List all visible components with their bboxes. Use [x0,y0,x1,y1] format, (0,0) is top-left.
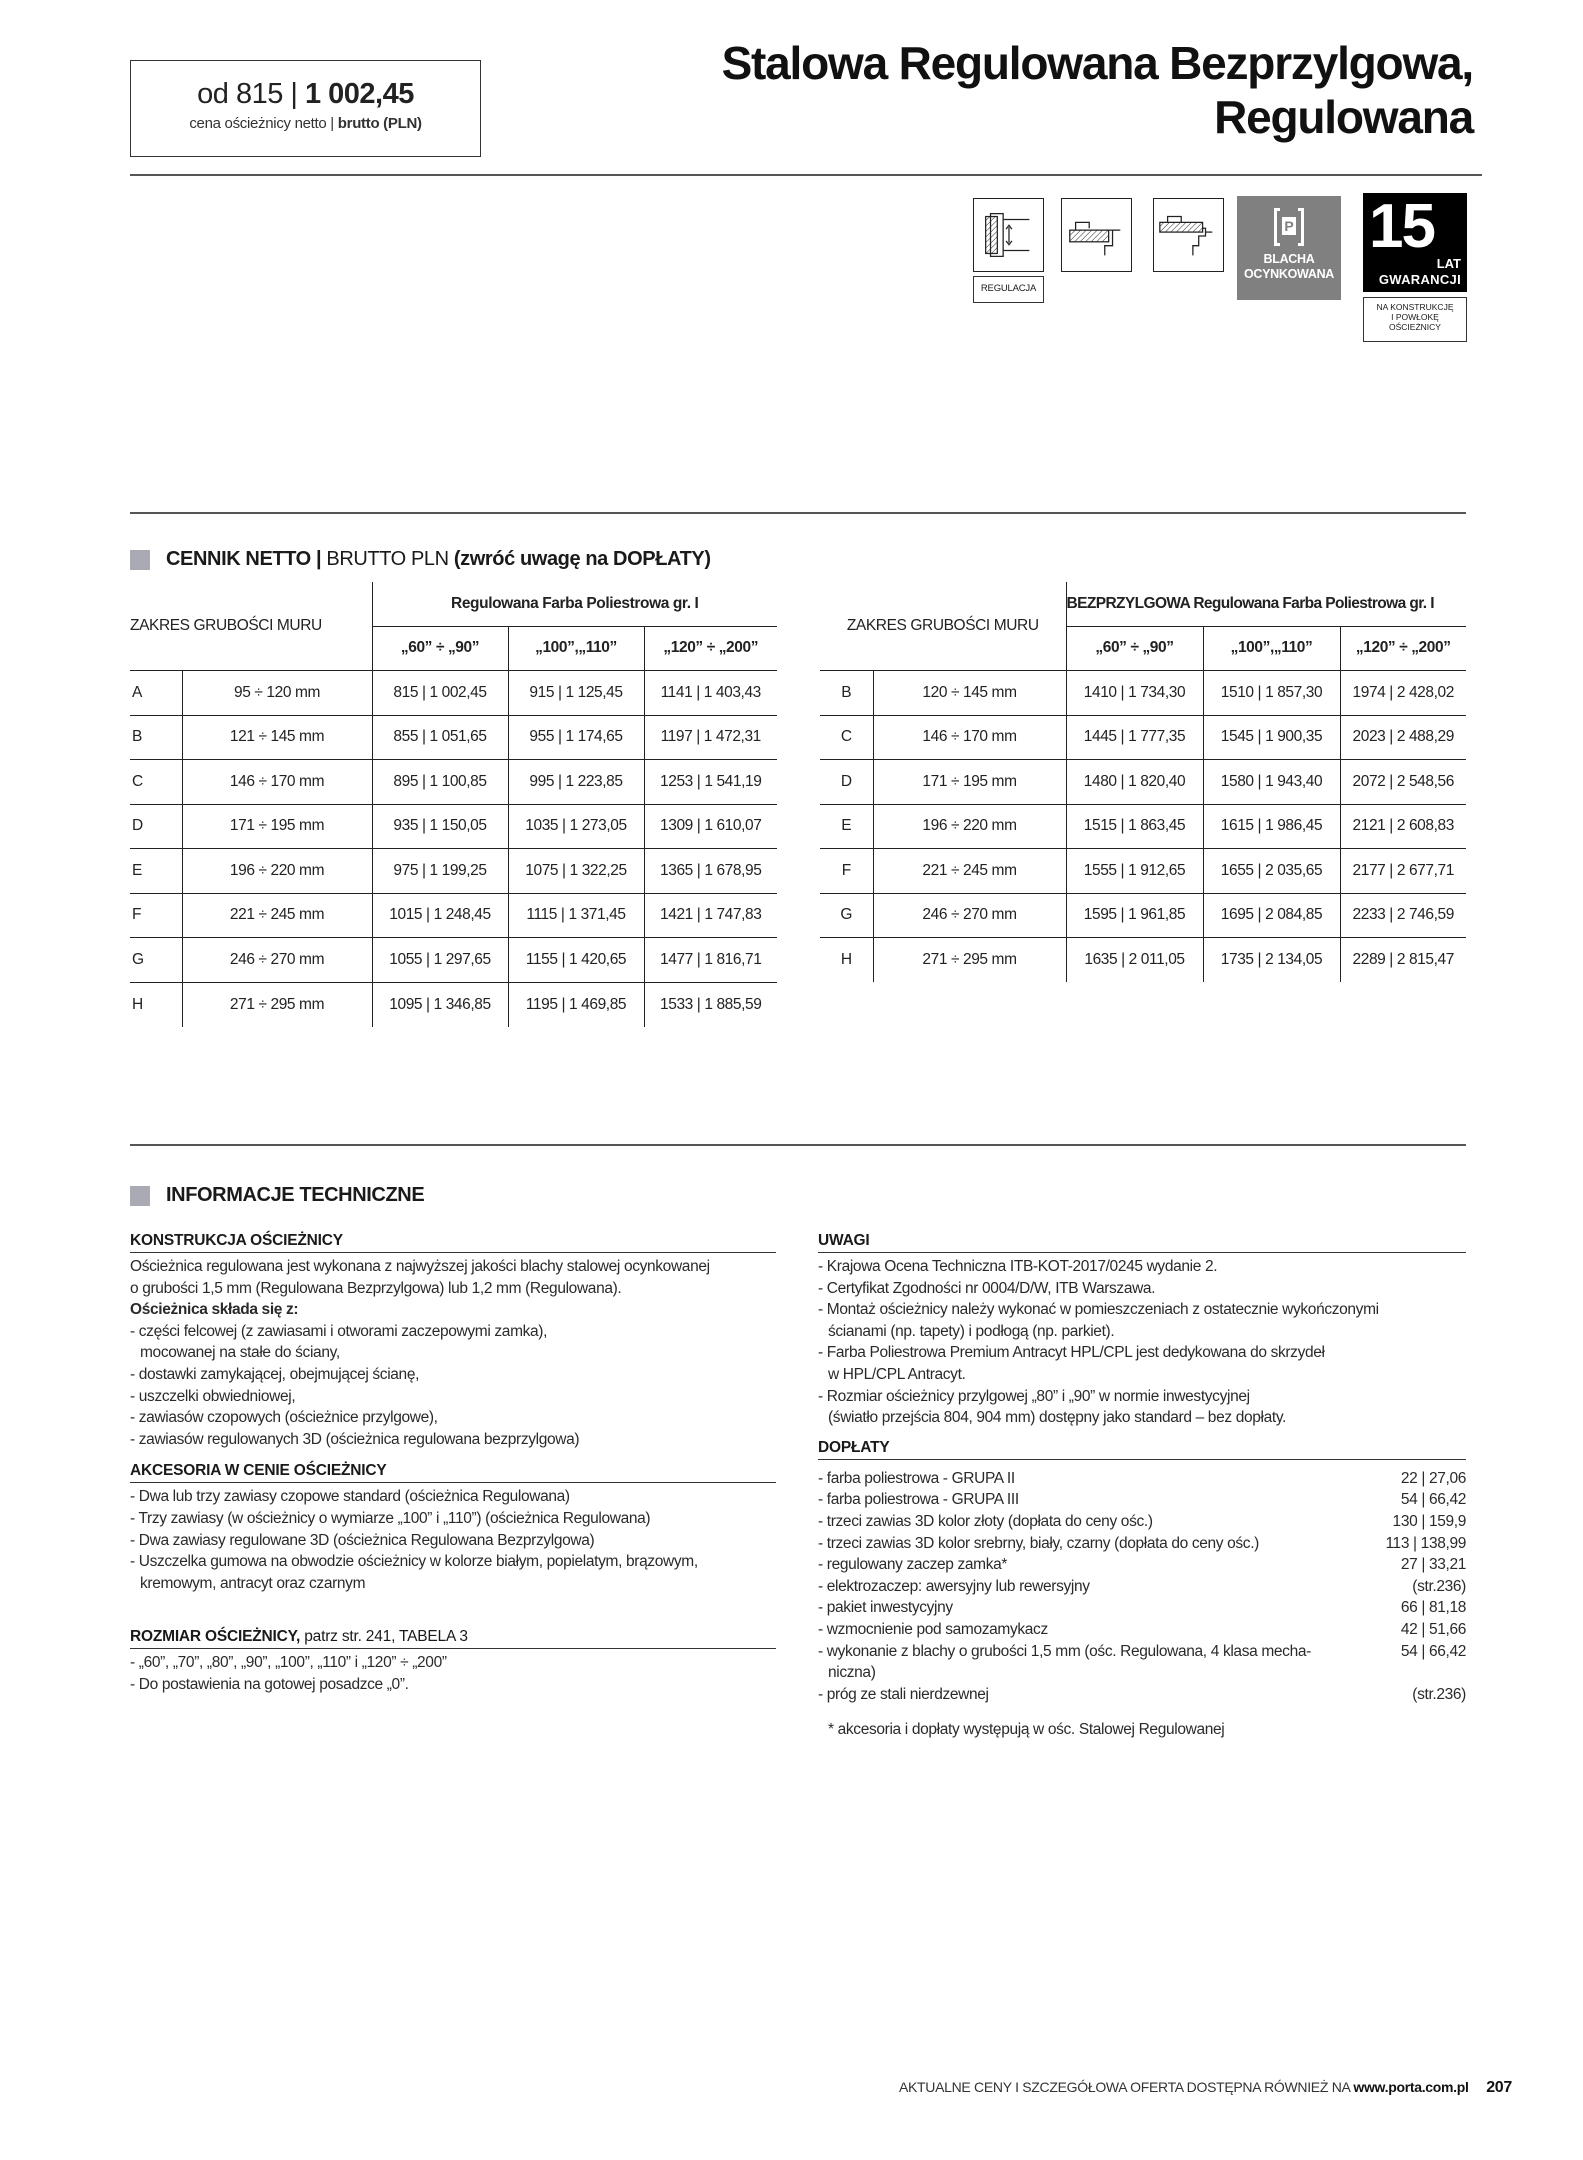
price-cell: 2023 | 2 488,29 [1340,715,1466,760]
price-cell: 1477 | 1 816,71 [644,938,777,983]
note-item: - Krajowa Ocena Techniczna ITB-KOT-2017/0245 wydanie 2. [818,1258,1218,1275]
warranty-label: GWARANCJI [1378,272,1461,287]
pricelist-title-bold: CENNIK NETTO | [166,548,322,570]
row-code: D [132,817,143,835]
pricelist-title-light: BRUTTO PLN [326,548,449,570]
price-brutto: 1 002,45 [304,78,414,110]
surcharge-label-text: - trzeci zawias 3D kolor złoty (dopłata do ceny ośc.) [818,1512,1153,1530]
pricelist-divider [130,512,1466,514]
group-header: Regulowana Farba Poliestrowa gr. I [372,582,777,626]
price-cell: 815 | 1 002,45 [372,671,508,716]
surcharge-label [818,1468,1015,1490]
surcharge-item [818,1554,1466,1576]
column-header: „60” ÷ „90” [372,626,508,671]
price-cell: 2177 | 2 677,71 [1340,849,1466,894]
row-range: 171 ÷ 195 mm [182,804,372,849]
range-header: ZAKRES GRUBOŚCI MURU [130,582,372,671]
price-cell: 1195 | 1 469,85 [508,982,644,1027]
column-header: „120” ÷ „200” [1340,626,1466,671]
price-cell: 1421 | 1 747,83 [644,893,777,938]
row-code: C [132,772,143,790]
construction-item: - zawiasów czopowych (ościeżnice przylgowe), [130,1409,438,1427]
row-range: 146 ÷ 170 mm [182,760,372,805]
size-item: - Do postawienia na gotowej posadzce „0”. [130,1675,409,1693]
price-caption-netto: cena ościeżnicy netto | [189,115,334,132]
price-cell: 1141 | 1 403,43 [644,671,777,716]
table-row [130,893,777,938]
consists-label: Ościeżnica składa się z: [130,1301,299,1319]
price-cell: 1533 | 1 885,59 [644,982,777,1027]
column-header: „120” ÷ „200” [644,626,777,671]
surcharge-value: 54 | 66,42 [1400,1491,1466,1509]
row-range: 120 ÷ 145 mm [873,671,1066,716]
page-title [722,36,1473,144]
warranty-note-line-3: OŚCIEŻNICY [1389,322,1441,332]
price-netto: od 815 | [197,78,298,110]
section-square-icon [130,550,150,570]
note-item: - Certyfikat Zgodności nr 0004/D/W, ITB Warszawa. [818,1279,1156,1297]
surcharge-item [818,1489,1466,1511]
price-cell: 1197 | 1 472,31 [644,715,777,760]
surcharge-label-text: - elektrozaczep: awersyjny lub rewersyjny [818,1577,1090,1595]
surcharge-label [818,1554,1007,1576]
row-code: F [132,906,142,924]
construction-intro-1: Ościeżnica regulowana jest wykonana z najwyższej jakości blachy stalowej ocynkowanej [130,1258,710,1275]
surcharge-value: (str.236) [1412,1685,1466,1703]
table-row [820,671,1466,716]
surcharge-label [818,1641,1311,1684]
surcharge-label [818,1684,989,1706]
price-cell: 1735 | 2 134,05 [1203,938,1340,983]
construction-item: mocowanej na stałe do ściany, [140,1344,340,1362]
pricelist-title-note: (zwróć uwagę na DOPŁATY) [453,548,711,570]
range-header: ZAKRES GRUBOŚCI MURU [820,582,1066,671]
construction-item: - dostawki zamykającej, obejmującej ścianę, [130,1365,420,1383]
surcharge-item [818,1597,1466,1619]
surcharge-value: 66 | 81,18 [1400,1599,1466,1617]
starting-price-box [130,60,481,157]
price-cell: 1035 | 1 273,05 [508,804,644,849]
note-item: (światło przejścia 804, 904 mm) dostępny jako standard – bez dopłaty. [828,1409,1287,1427]
price-cell: 895 | 1 100,85 [372,760,508,805]
size-heading-bold: ROZMIAR OŚCIEŻNICY, [130,1628,301,1646]
price-cell: 995 | 1 223,85 [508,760,644,805]
surcharge-item [818,1576,1466,1598]
row-range: 246 ÷ 270 mm [182,938,372,983]
row-range: 271 ÷ 295 mm [182,982,372,1027]
surcharges-footnote: * akcesoria i dopłaty występują w ośc. Stalowej Regulowanej [828,1721,1225,1739]
warranty-note-line-1: NA KONSTRUKCJĘ [1376,302,1454,312]
row-range: 221 ÷ 245 mm [873,849,1066,894]
price-cell: 915 | 1 125,45 [508,671,644,716]
row-range: 271 ÷ 295 mm [873,938,1066,983]
price-cell: 1595 | 1 961,85 [1066,893,1203,938]
price-cell: 1635 | 2 011,05 [1066,938,1203,983]
price-cell: 1075 | 1 322,25 [508,849,644,894]
surcharge-value: 54 | 66,42 [1400,1642,1466,1660]
table-row [130,760,777,805]
footer-text: AKTUALNE CENY I SZCZEGÓŁOWA OFERTA DOSTĘPNA RÓWNIEŻ NA [898,2079,1350,2095]
warranty-note [1363,297,1467,342]
table-row [130,849,777,894]
table-row [820,804,1466,849]
row-range: 95 ÷ 120 mm [182,671,372,716]
warranty-badge [1363,193,1467,292]
price-caption [131,115,480,132]
surcharge-label [818,1619,1048,1641]
size-heading-ref: patrz str. 241, TABELA 3 [304,1628,468,1646]
surcharge-label-text: - farba poliestrowa - GRUPA III [818,1491,1019,1509]
price-cell: 955 | 1 174,65 [508,715,644,760]
price-cell: 2233 | 2 746,59 [1340,893,1466,938]
price-table-regulowana [130,582,777,1027]
accessories-heading: AKCESORIA W CENIE OŚCIEŻNICY [130,1462,776,1483]
table-row [820,760,1466,805]
row-code: G [840,906,853,924]
row-code: D [840,772,852,790]
row-code: G [132,950,144,968]
row-code: E [132,861,142,879]
surcharge-label-text: - pakiet inwestycyjny [818,1599,953,1617]
notes-list [818,1256,1466,1429]
surcharge-label [818,1576,1090,1598]
starting-price [131,78,480,111]
galvanized-line-1: BLACHA [1263,252,1315,266]
table-row [820,938,1466,983]
regulation-icon [973,198,1044,272]
row-range: 221 ÷ 245 mm [182,893,372,938]
price-cell: 1115 | 1 371,45 [508,893,644,938]
price-cell: 1055 | 1 297,65 [372,938,508,983]
price-cell: 975 | 1 199,25 [372,849,508,894]
table-row [130,804,777,849]
footer-link[interactable]: www.porta.com.pl [1353,2079,1469,2095]
row-range: 146 ÷ 170 mm [873,715,1066,760]
price-table-bezprzylgowa [820,582,1466,982]
row-code: A [132,683,142,701]
header-divider [130,174,1482,176]
table-row [130,982,777,1027]
surcharge-value: (str.236) [1412,1577,1466,1595]
notes-heading: UWAGI [818,1232,1466,1253]
section-square-icon [130,1186,150,1206]
accessory-item: - Trzy zawiasy (w ościeżnicy o wymiarze „100” i „110”) (ościeżnica Regulowana) [130,1509,651,1527]
price-cell: 2289 | 2 815,47 [1340,938,1466,983]
price-cell: 1309 | 1 610,07 [644,804,777,849]
price-cell: 2072 | 2 548,56 [1340,760,1466,805]
price-cell: 1695 | 2 084,85 [1203,893,1340,938]
price-cell: 1555 | 1 912,65 [1066,849,1203,894]
tech-right-column [818,1232,1466,1741]
price-cell: 1095 | 1 346,85 [372,982,508,1027]
group-header: BEZPRZYLGOWA Regulowana Farba Poliestrowa gr. I [1066,582,1466,626]
accessory-item: - Uszczelka gumowa na obwodzie ościeżnicy w kolorze białym, popielatym, brązowym, [130,1553,698,1571]
row-range: 171 ÷ 195 mm [873,760,1066,805]
surcharge-value: 130 | 159,9 [1392,1512,1466,1530]
warranty-lat: LAT [1436,256,1461,271]
surcharge-label [818,1511,1153,1533]
row-code: H [840,951,852,968]
size-item: - „60”, „70”, „80”, „90”, „100”, „110” i „120” ÷ „200” [130,1654,447,1672]
surcharge-label-text: - wykonanie z blachy o grubości 1,5 mm (ośc. Regulowana, 4 klasa mecha- [818,1642,1311,1660]
galvanized-line-2: OCYNKOWANA [1243,267,1335,281]
accessory-item: - Dwa lub trzy zawiasy czopowe standard (ościeżnica Regulowana) [130,1488,570,1506]
tech-title: INFORMACJE TECHNICZNE [166,1184,425,1206]
price-caption-brutto: brutto (PLN) [337,115,422,132]
row-code: H [132,995,143,1013]
row-code: C [840,728,852,746]
surcharge-item [818,1619,1466,1641]
tech-divider [130,1144,1466,1146]
price-cell: 1655 | 2 035,65 [1203,849,1340,894]
surcharge-label-text: - próg ze stali nierdzewnej [818,1685,989,1703]
accessory-item: kremowym, antracyt oraz czarnym [140,1574,366,1592]
price-cell: 1580 | 1 943,40 [1203,760,1340,805]
page-number: 207 [1486,2079,1512,2096]
surcharge-value: 42 | 51,66 [1400,1620,1466,1638]
price-cell: 2121 | 2 608,83 [1340,804,1466,849]
surcharge-item [818,1533,1466,1555]
surcharge-value: 22 | 27,06 [1400,1469,1466,1487]
warranty-note-line-2: I POWŁOKĘ [1391,312,1439,322]
tech-left-column [130,1232,776,1696]
note-item: w HPL/CPL Antracyt. [828,1365,966,1383]
galvanized-sheet-badge [1237,196,1341,300]
row-code: F [841,861,851,879]
row-code: B [841,683,852,701]
surcharge-label [818,1489,1019,1511]
galvanized-sheet-icon: P [1274,208,1304,246]
rebated-frame-icon [1061,198,1132,272]
surcharge-label-continued: niczna) [828,1664,876,1682]
table-row [130,938,777,983]
surcharge-item [818,1684,1466,1706]
price-cell: 1365 | 1 678,95 [644,849,777,894]
flush-frame-icon [1153,198,1224,272]
surcharge-label-text: - wzmocnienie pod samozamykacz [818,1620,1048,1638]
page-title-line-2: Regulowana [1214,91,1473,143]
price-cell: 1545 | 1 900,35 [1203,715,1340,760]
table-row [130,715,777,760]
accessory-item: - Dwa zawiasy regulowane 3D (ościeżnica Regulowana Bezprzylgowa) [130,1531,595,1549]
warranty-years: 15 [1369,192,1434,261]
surcharges-heading: DOPŁATY [818,1439,1466,1460]
note-item: - Rozmiar ościeżnicy przylgowej „80” i „90” w normie inwestycyjnej [818,1387,1250,1405]
surcharge-item [818,1511,1466,1533]
column-header: „100”,„110” [508,626,644,671]
surcharge-item [818,1468,1466,1490]
surcharges-list [818,1468,1466,1706]
construction-item: - uszczelki obwiedniowej, [130,1387,296,1405]
table-row [820,849,1466,894]
surcharge-label [818,1597,953,1619]
row-code: E [841,817,852,835]
construction-item: - części felcowej (z zawiasami i otworami zaczepowymi zamka), [130,1322,548,1340]
note-item: - Farba Poliestrowa Premium Antracyt HPL/CPL jest dedykowana do skrzydeł [818,1344,1325,1362]
regulation-label: REGULACJA [973,276,1044,303]
table-row [130,671,777,716]
row-range: 196 ÷ 220 mm [182,849,372,894]
page-title-line-1: Stalowa Regulowana Bezprzylgowa, [721,37,1473,89]
tech-heading [130,1184,424,1207]
price-cell: 1515 | 1 863,45 [1066,804,1203,849]
surcharge-label-text: - regulowany zaczep zamka* [818,1556,1008,1574]
row-code: B [132,728,142,746]
price-cell: 1410 | 1 734,30 [1066,671,1203,716]
price-cell: 855 | 1 051,65 [372,715,508,760]
table-row [820,893,1466,938]
page-footer [899,2079,1512,2097]
surcharge-item [818,1641,1466,1684]
price-cell: 1155 | 1 420,65 [508,938,644,983]
size-list [130,1652,776,1695]
row-range: 121 ÷ 145 mm [182,715,372,760]
column-header: „100”,„110” [1203,626,1340,671]
galvanized-sheet-label [1237,252,1341,282]
surcharge-value: 113 | 138,99 [1385,1534,1466,1552]
price-cell: 1015 | 1 248,45 [372,893,508,938]
construction-item: - zawiasów regulowanych 3D (ościeżnica regulowana bezprzylgowa) [130,1430,580,1448]
price-cell: 1510 | 1 857,30 [1203,671,1340,716]
price-cell: 935 | 1 150,05 [372,804,508,849]
accessories-list [130,1486,776,1594]
price-cell: 1253 | 1 541,19 [644,760,777,805]
construction-heading: KONSTRUKCJA OŚCIEŻNICY [130,1232,776,1253]
column-header: „60” ÷ „90” [1066,626,1203,671]
row-range: 196 ÷ 220 mm [873,804,1066,849]
construction-intro-2: o grubości 1,5 mm (Regulowana Bezprzylgowa) lub 1,2 mm (Regulowana). [130,1279,622,1297]
surcharge-label-text: - farba poliestrowa - GRUPA II [818,1469,1015,1487]
price-cell: 1615 | 1 986,45 [1203,804,1340,849]
surcharge-label [818,1533,1259,1555]
price-cell: 1480 | 1 820,40 [1066,760,1203,805]
pricelist-heading [130,548,711,571]
surcharge-value: 27 | 33,21 [1400,1556,1466,1574]
size-heading [130,1628,776,1649]
price-cell: 1974 | 2 428,02 [1340,671,1466,716]
note-item: - Montaż ościeżnicy należy wykonać w pomieszczeniach z ostatecznie wykończonymi [818,1301,1379,1319]
note-item: ścianami (np. tapety) i podłogą (np. parkiet). [828,1322,1115,1340]
table-row [820,715,1466,760]
construction-text [130,1256,776,1450]
price-cell: 1445 | 1 777,35 [1066,715,1203,760]
row-range: 246 ÷ 270 mm [873,893,1066,938]
surcharge-label-text: - trzeci zawias 3D kolor srebrny, biały, czarny (dopłata do ceny ośc.) [818,1534,1259,1552]
